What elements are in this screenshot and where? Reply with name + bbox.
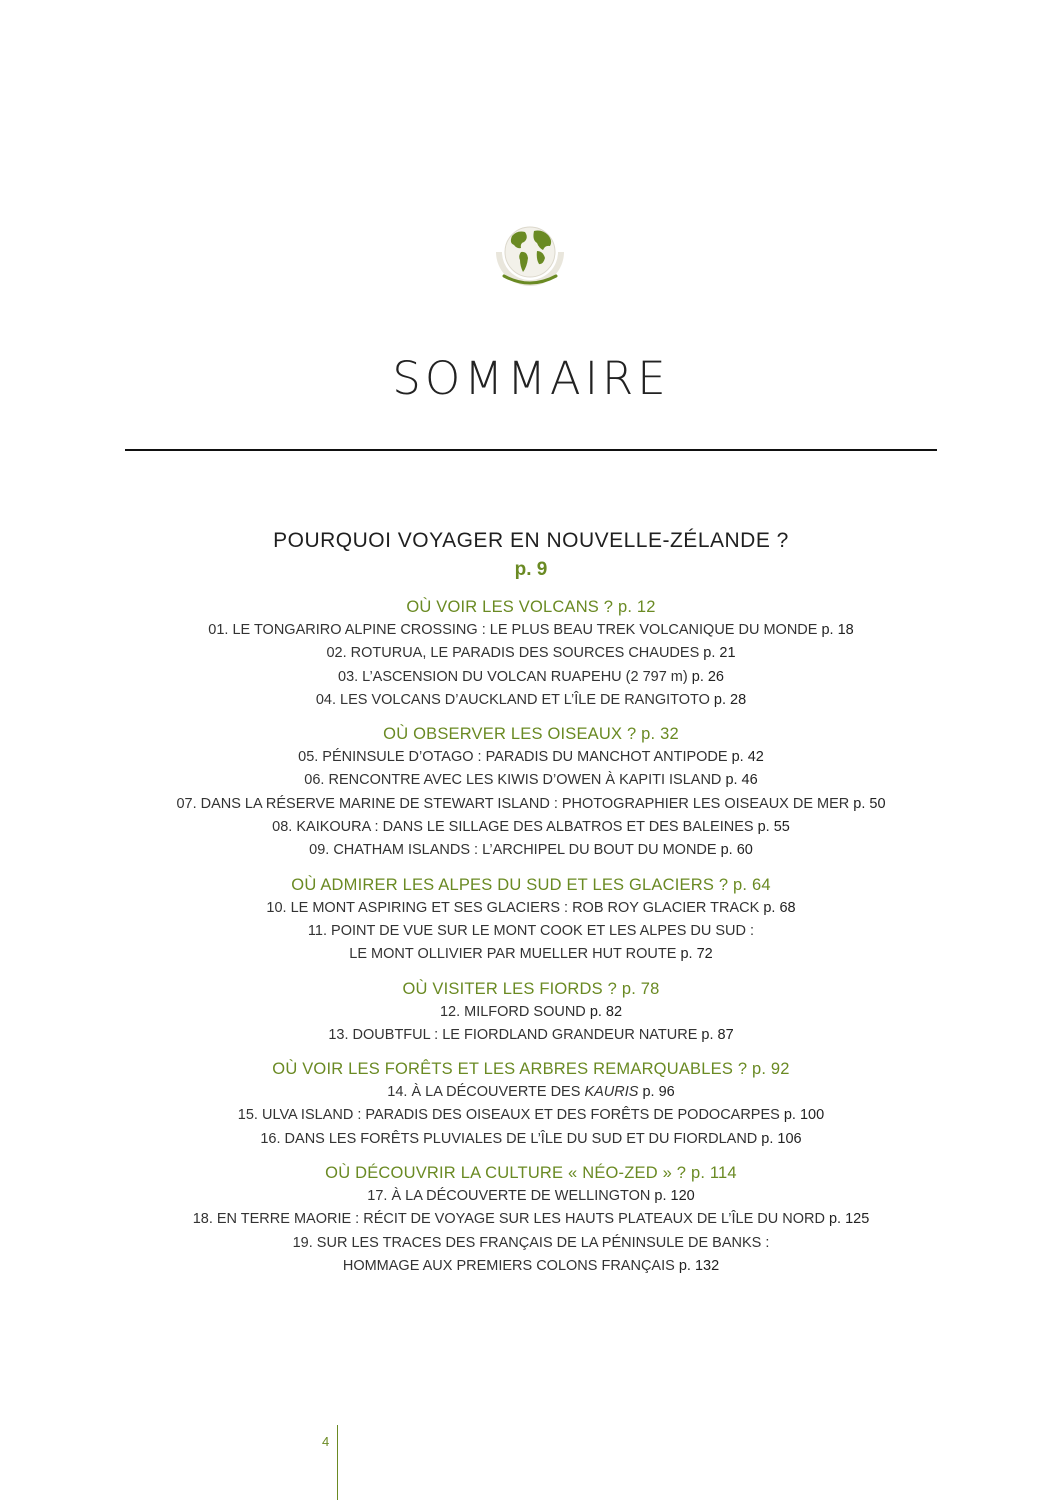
- toc-section: [0, 977, 1062, 1048]
- entry-page: p. 21: [703, 645, 736, 662]
- section-title: OÙ DÉCOUVRIR LA CULTURE « NÉO-ZED » ? p. 114: [325, 1164, 737, 1183]
- toc-entry: [0, 839, 1062, 862]
- entry-title: 18. EN TERRE MAORIE : RÉCIT DE VOYAGE SUR LES HAUTS PLATEAUX DE L’ÎLE DU NORD: [192, 1211, 825, 1228]
- entry-title: HOMMAGE AUX PREMIERS COLONS FRANÇAIS: [342, 1257, 675, 1274]
- entry-title: 01. LE TONGARIRO ALPINE CROSSING : LE PLUS BEAU TREK VOLCANIQUE DU MONDE: [208, 622, 818, 638]
- toc-section: [0, 873, 1062, 967]
- entry-page: p. 132: [678, 1257, 720, 1274]
- toc-entry: [0, 1024, 1062, 1047]
- toc-section: [0, 722, 1062, 862]
- toc-entry: [0, 920, 1062, 943]
- toc-entry: [0, 1001, 1062, 1024]
- table-of-contents: [0, 523, 1062, 1288]
- section-title: OÙ VOIR LES VOLCANS ? p. 12: [406, 598, 656, 616]
- entry-page: p. 96: [642, 1084, 675, 1101]
- toc-entry: [0, 689, 1062, 712]
- page-title: SOMMAIRE: [392, 352, 670, 405]
- entry-page: p. 120: [654, 1188, 695, 1205]
- toc-entry: [0, 1232, 1062, 1255]
- entry-page: p. 72: [680, 946, 713, 963]
- entry-title: 09. CHATHAM ISLANDS : L’ARCHIPEL DU BOUT DU MONDE: [309, 842, 717, 859]
- entry-page: p. 100: [783, 1107, 825, 1124]
- entry-title: 15. ULVA ISLAND : PARADIS DES OISEAUX ET DES FORÊTS DE PODOCARPES: [237, 1107, 780, 1124]
- entry-title: 08. KAIKOURA : DANS LE SILLAGE DES ALBATROS ET DES BALEINES: [272, 819, 754, 836]
- entry-page: p. 42: [731, 749, 764, 766]
- title-divider: [125, 449, 937, 451]
- entry-title: 07. DANS LA RÉSERVE MARINE DE STEWART ISLAND : PHOTOGRAPHIER LES OISEAUX DE MER: [176, 795, 850, 812]
- toc-entry: [0, 816, 1062, 839]
- entry-page: p. 18: [821, 622, 854, 638]
- toc-entry: [0, 642, 1062, 665]
- section-title: OÙ ADMIRER LES ALPES DU SUD ET LES GLACIERS ? p. 64: [291, 875, 771, 894]
- entry-page: p. 50: [853, 795, 886, 812]
- toc-entry: [0, 1081, 1062, 1104]
- entry-title: 13. DOUBTFUL : LE FIORDLAND GRANDEUR NATURE: [328, 1026, 698, 1043]
- entry-page: p. 106: [761, 1130, 802, 1147]
- toc-entry: [0, 746, 1062, 769]
- toc-entry: [0, 1104, 1062, 1127]
- entry-title: 14. À LA DÉCOUVERTE DES: [387, 1084, 581, 1101]
- entry-title: 11. POINT DE VUE SUR LE MONT COOK ET LES ALPES DU SUD :: [307, 922, 755, 939]
- entry-page: p. 87: [701, 1026, 734, 1043]
- toc-entry: [0, 769, 1062, 792]
- entry-page: p. 82: [589, 1003, 623, 1020]
- entry-title: 12. MILFORD SOUND: [439, 1003, 586, 1020]
- entry-page: p. 46: [725, 772, 758, 789]
- toc-entry: [0, 666, 1062, 689]
- entry-emphasis: KAURIS: [584, 1084, 639, 1101]
- intro-title: POURQUOI VOYAGER EN NOUVELLE-ZÉLANDE ?: [273, 529, 789, 552]
- entry-title: 03. L’ASCENSION DU VOLCAN RUAPEHU (2 797 m): [338, 668, 688, 685]
- intro-page: p. 9: [514, 559, 548, 580]
- entry-title: 05. PÉNINSULE D’OTAGO : PARADIS DU MANCHOT ANTIPODE: [298, 749, 728, 766]
- entry-page: p. 60: [720, 842, 753, 859]
- section-title: OÙ VOIR LES FORÊTS ET LES ARBRES REMARQUABLES ? p. 92: [272, 1060, 790, 1079]
- toc-sections: [0, 595, 1062, 1278]
- entry-title: 10. LE MONT ASPIRING ET SES GLACIERS : ROB ROY GLACIER TRACK: [266, 899, 760, 916]
- toc-entry: [0, 619, 1062, 642]
- toc-entry: [0, 943, 1062, 966]
- toc-entry: [0, 1128, 1062, 1151]
- toc-entry: [0, 1185, 1062, 1208]
- entry-title: 02. ROTURUA, LE PARADIS DES SOURCES CHAUDES: [326, 645, 700, 662]
- entry-title: LE MONT OLLIVIER PAR MUELLER HUT ROUTE: [349, 946, 677, 963]
- entry-title: 19. SUR LES TRACES DES FRANÇAIS DE LA PÉNINSULE DE BANKS :: [292, 1234, 770, 1251]
- entry-page: p. 125: [828, 1211, 870, 1228]
- entry-title: 04. LES VOLCANS D’AUCKLAND ET L’ÎLE DE RANGITOTO: [315, 691, 710, 708]
- toc-section: [0, 1161, 1062, 1278]
- globe-icon: [490, 218, 570, 294]
- section-title: OÙ VISITER LES FIORDS ? p. 78: [402, 979, 660, 998]
- entry-page: p. 68: [763, 899, 796, 916]
- entry-page: p. 28: [713, 691, 747, 708]
- entry-title: 16. DANS LES FORÊTS PLUVIALES DE L’ÎLE DU SUD ET DU FIORDLAND: [260, 1130, 758, 1147]
- entry-page: p. 26: [691, 668, 724, 685]
- toc-entry: [0, 1255, 1062, 1278]
- entry-title: 06. RENCONTRE AVEC LES KIWIS D’OWEN À KAPITI ISLAND: [304, 772, 722, 789]
- toc-entry: [0, 793, 1062, 816]
- toc-section: [0, 595, 1062, 712]
- section-title: OÙ OBSERVER LES OISEAUX ? p. 32: [383, 725, 679, 744]
- toc-entry: [0, 1208, 1062, 1231]
- entry-page: p. 55: [757, 819, 790, 836]
- footer-divider: [337, 1425, 338, 1500]
- toc-entry: [0, 897, 1062, 920]
- toc-section: [0, 1057, 1062, 1151]
- entry-title: 17. À LA DÉCOUVERTE DE WELLINGTON: [367, 1188, 651, 1205]
- page-number: 4: [322, 1434, 330, 1449]
